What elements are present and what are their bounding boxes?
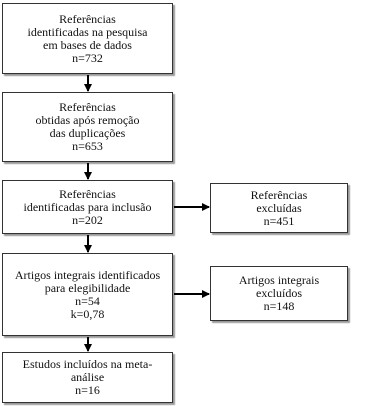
box-text-line: Referências xyxy=(59,11,116,26)
box-text-line: Estudos incluídos na meta- xyxy=(22,357,153,371)
box-text-line: obtidas após remoção xyxy=(35,113,140,127)
box-included-studies xyxy=(2,352,173,403)
box-references-for-inclusion xyxy=(2,180,173,234)
box-count: n=16 xyxy=(75,383,100,397)
box-text-line: Artigos integrais xyxy=(238,273,320,287)
box-count: n=732 xyxy=(72,50,103,65)
box-text-line: Referências xyxy=(250,187,308,202)
box-identified-references xyxy=(2,3,173,74)
box-full-articles-eligibility xyxy=(2,253,173,336)
box-count: n=54 xyxy=(75,293,100,308)
box-text-line: identificadas na pesquisa xyxy=(27,24,148,39)
box-text-line: para elegibilidade xyxy=(44,280,131,295)
box-count: n=451 xyxy=(263,213,295,228)
box-text-line: Referências xyxy=(59,186,116,201)
box-text-line: das duplicações xyxy=(49,126,126,140)
box-kappa: k=0,78 xyxy=(70,306,105,321)
box-count: n=202 xyxy=(72,212,103,227)
box-excluded-articles xyxy=(210,266,348,321)
box-text-line: excluídos xyxy=(256,286,302,300)
box-count: n=148 xyxy=(263,299,295,313)
box-text-line: excluídas xyxy=(256,200,302,215)
box-text-line: Artigos integrais identificados xyxy=(14,267,161,282)
box-text-line: identificadas para inclusão xyxy=(23,199,152,214)
box-text-line: Referências xyxy=(59,100,116,114)
box-excluded-references xyxy=(210,183,348,233)
box-text-line: análise xyxy=(70,370,105,384)
box-count: n=653 xyxy=(72,139,103,153)
box-deduplicated-references xyxy=(2,92,173,162)
box-text-line: em bases de dados xyxy=(43,37,132,52)
